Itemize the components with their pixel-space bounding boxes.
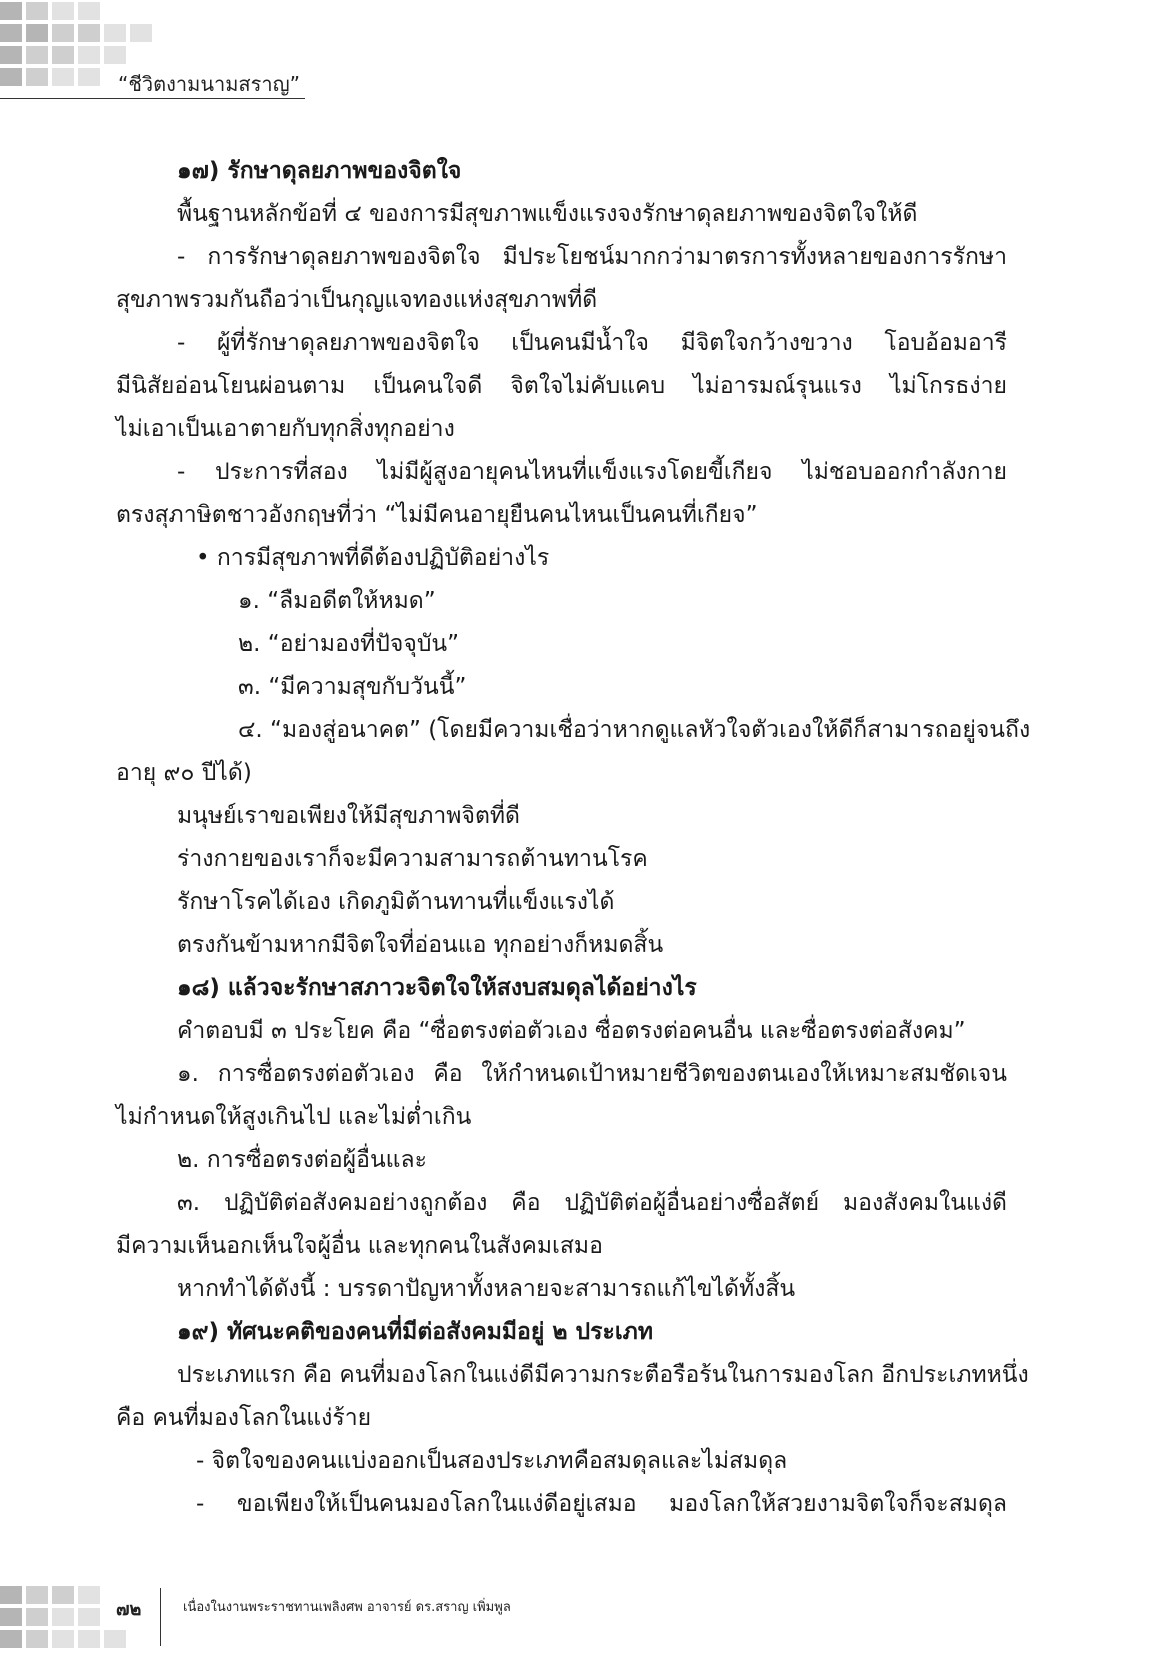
section-heading-18: ๑๘) แล้วจะรักษาสภาวะจิตใจให้สงบสมดุลได้อย่างไร	[177, 975, 697, 1001]
body-line: ไม่กำหนดให้สูงเกินไป และไม่ต่ำเกิน	[116, 1104, 472, 1130]
running-header-title: “ชีวิตงามนามสราญ”	[118, 72, 301, 96]
body-line: - จิตใจของคนแบ่งออกเป็นสองประเภทคือสมดุลและไม่สมดุล	[196, 1448, 788, 1474]
body-line: ตรงสุภาษิตชาวอังกฤษที่ว่า “ไม่มีคนอายุยืนคนไหนเป็นคนที่เกียจ”	[116, 502, 758, 528]
body-line: ร่างกายของเราก็จะมีความสามารถต้านทานโรค	[177, 846, 648, 872]
body-line: - การรักษาดุลยภาพของจิตใจ มีประโยชน์มากกว่ามาตรการทั้งหลายของการรักษา	[177, 244, 1007, 270]
body-line: คำตอบมี ๓ ประโยค คือ “ซื่อตรงต่อตัวเอง ซื่อตรงต่อคนอื่น และซื่อตรงต่อสังคม”	[177, 1018, 966, 1044]
body-line: คือ คนที่มองโลกในแง่ร้าย	[116, 1405, 372, 1431]
body-line: ๑. การซื่อตรงต่อตัวเอง คือ ให้กำหนดเป้าหมายชีวิตของตนเองให้เหมาะสมชัดเจน	[177, 1061, 1007, 1087]
body-line: พื้นฐานหลักข้อที่ ๔ ของการมีสุขภาพแข็งแรงจงรักษาดุลยภาพของจิตใจให้ดี	[177, 201, 918, 227]
body-line: - ขอเพียงให้เป็นคนมองโลกในแง่ดีอยู่เสมอ มองโลกให้สวยงามจิตใจก็จะสมดุล	[196, 1491, 1007, 1517]
section-heading-17: ๑๗) รักษาดุลยภาพของจิตใจ	[177, 158, 462, 184]
running-footer-text: เนื่องในงานพระราชทานเพลิงศพ อาจารย์ ดร.สราญ เพิ่มพูล	[183, 1600, 511, 1615]
footer-divider	[160, 1588, 161, 1646]
body-line: ตรงกันข้ามหากมีจิตใจที่อ่อนแอ ทุกอย่างก็หมดสิ้น	[177, 932, 664, 958]
body-line: รักษาโรคได้เอง เกิดภูมิต้านทานที่แข็งแรงได้	[177, 889, 615, 915]
body-line: มนุษย์เราขอเพียงให้มีสุขภาพจิตที่ดี	[177, 803, 520, 829]
body-line: ไม่เอาเป็นเอาตายกับทุกสิ่งทุกอย่าง	[116, 416, 455, 442]
numbered-item: ๓. “มีความสุขกับวันนี้”	[238, 674, 467, 700]
numbered-item: ๔. “มองสู่อนาคต” (โดยมีความเชื่อว่าหากดูแลหัวใจตัวเองให้ดีก็สามารถอยู่จนถึง	[238, 717, 1031, 743]
body-line: มีนิสัยอ่อนโยนผ่อนตาม เป็นคนใจดี จิตใจไม่คับแคบ ไม่อารมณ์รุนแรง ไม่โกรธง่าย	[116, 373, 1007, 399]
body-line: หากทำได้ดังนี้ : บรรดาปัญหาทั้งหลายจะสามารถแก้ไขได้ทั้งสิ้น	[177, 1276, 796, 1302]
body-line: สุขภาพรวมกันถือว่าเป็นกุญแจทองแห่งสุขภาพที่ดี	[116, 287, 598, 313]
header-rule	[0, 98, 305, 99]
numbered-item: ๒. “อย่ามองที่ปัจจุบัน”	[238, 631, 460, 657]
body-line: - ประการที่สอง ไม่มีผู้สูงอายุคนไหนที่แข็งแรงโดยขี้เกียจ ไม่ชอบออกกำลังกาย	[177, 459, 1007, 485]
numbered-item: ๑. “ลืมอดีตให้หมด”	[238, 588, 436, 614]
body-line: อายุ ๙๐ ปีได้)	[116, 760, 252, 786]
bullet-item: • การมีสุขภาพที่ดีต้องปฏิบัติอย่างไร	[196, 545, 550, 571]
body-line: ๒. การซื่อตรงต่อผู้อื่นและ	[177, 1147, 427, 1173]
body-line: - ผู้ที่รักษาดุลยภาพของจิตใจ เป็นคนมีน้ำใจ มีจิตใจกว้างขวาง โอบอ้อมอารี	[177, 330, 1007, 356]
body-line: ประเภทแรก คือ คนที่มองโลกในแง่ดีมีความกระตือรือร้นในการมองโลก อีกประเภทหนึ่ง	[177, 1362, 1029, 1388]
body-line: มีความเห็นอกเห็นใจผู้อื่น และทุกคนในสังคมเสมอ	[116, 1233, 603, 1259]
page-number: ๗๒	[116, 1599, 142, 1620]
body-line: ๓. ปฏิบัติต่อสังคมอย่างถูกต้อง คือ ปฏิบัติต่อผู้อื่นอย่างซื่อสัตย์ มองสังคมในแง่ดี	[177, 1190, 1007, 1216]
section-heading-19: ๑๙) ทัศนะคติของคนที่มีต่อสังคมมีอยู่ ๒ ประเภท	[177, 1319, 654, 1345]
